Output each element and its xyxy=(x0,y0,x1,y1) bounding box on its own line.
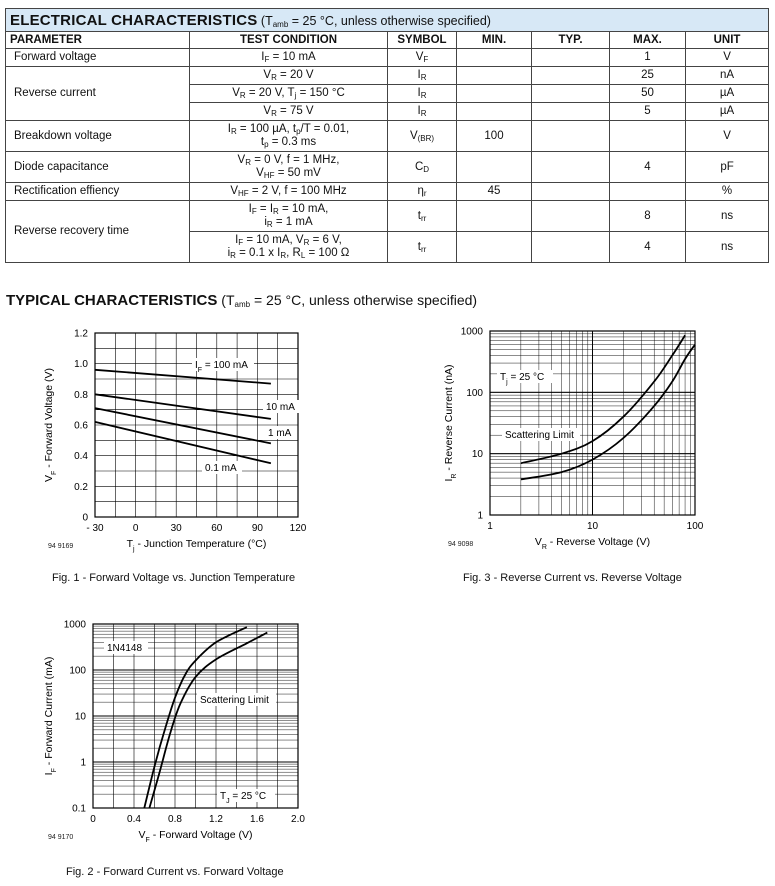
cell-max: 4 xyxy=(610,232,686,263)
cell-unit: µA xyxy=(686,85,769,103)
y-tick-label: 1.0 xyxy=(74,359,88,371)
x-tick-label: 2.0 xyxy=(291,814,305,825)
x-tick-label: 100 xyxy=(686,521,704,532)
series-label: 10 mA xyxy=(266,402,295,413)
cell-typ xyxy=(532,183,610,201)
cell-parameter: Forward voltage xyxy=(6,49,190,67)
x-axis-label: $T_j$ - Junction Temperature (°C) xyxy=(126,538,267,553)
cell-symbol: $I_R$ xyxy=(388,67,457,85)
cell-min xyxy=(457,85,532,103)
table-row-breakdown-voltage xyxy=(6,121,769,152)
cell-condition: $V_R = 75$ V xyxy=(190,103,388,121)
cell-min xyxy=(457,49,532,67)
y-tick-label: 100 xyxy=(69,665,86,677)
fig1-caption: Fig. 1 - Forward Voltage vs. Junction Temperature xyxy=(52,572,296,584)
table-row-forward-voltage xyxy=(6,49,769,67)
cell-unit: pF xyxy=(686,152,769,183)
cell-min: 45 xyxy=(457,183,532,201)
cell-symbol: $\eta_r$ xyxy=(388,183,457,201)
cell-symbol: $t_{rr}$ xyxy=(388,201,457,232)
y-tick-label: 1000 xyxy=(460,326,483,338)
header-symbol: SYMBOL xyxy=(388,32,457,49)
cell-typ xyxy=(532,201,610,232)
y-tick-label: 0.1 xyxy=(72,803,86,815)
y-tick-label: 0.4 xyxy=(74,451,88,463)
y-tick-label: 1 xyxy=(80,757,86,769)
cell-min xyxy=(457,201,532,232)
annotation-label: Scattering Limit xyxy=(200,695,269,706)
fig3-chart xyxy=(440,322,730,562)
cell-unit: V xyxy=(686,121,769,152)
fig3-caption: Fig. 3 - Reverse Current vs. Reverse Voltage xyxy=(463,572,682,584)
fig1-series-3-line xyxy=(95,422,271,463)
figure-code: 94 9098 xyxy=(448,541,474,548)
cell-max xyxy=(610,183,686,201)
header-test-condition: TEST CONDITION xyxy=(190,32,388,49)
typical-condition: ($T_{amb} = 25$ °C, unless otherwise specified) xyxy=(221,292,478,309)
table-header-row xyxy=(6,32,769,49)
cell-condition: $I_F = I_R = 10$ mA, $i_R = 1$ mA xyxy=(190,201,388,232)
y-axis-label: $V_F$ - Forward Voltage (V) xyxy=(43,368,58,482)
cell-max: 5 xyxy=(610,103,686,121)
cell-condition: $I_F = 10$ mA, $V_R = 6$ V, $i_R = 0.1$ x $I_R$, $R_L = 100$ Ω xyxy=(190,232,388,263)
x-tick-label: 1.6 xyxy=(250,814,264,825)
cell-condition: $V_R = 20$ V, $T_j = 150$ °C xyxy=(190,85,388,103)
cell-unit: ns xyxy=(686,232,769,263)
y-tick-label: 1.2 xyxy=(74,328,88,340)
cell-symbol: $V_F$ xyxy=(388,49,457,67)
cell-unit: V xyxy=(686,49,769,67)
header-parameter: PARAMETER xyxy=(6,32,190,49)
x-tick-label: 1 xyxy=(487,521,493,532)
x-tick-label: 0.8 xyxy=(168,814,182,825)
cell-typ xyxy=(532,152,610,183)
typical-characteristics-heading xyxy=(6,292,477,309)
x-tick-label: 1.2 xyxy=(209,814,223,825)
x-tick-label: 120 xyxy=(289,523,307,534)
x-tick-label: 0.4 xyxy=(127,814,141,825)
x-tick-label: - 30 xyxy=(86,523,104,534)
cell-symbol: $C_D$ xyxy=(388,152,457,183)
cell-typ xyxy=(532,49,610,67)
cell-unit: ns xyxy=(686,201,769,232)
cell-max: 50 xyxy=(610,85,686,103)
fig3-series-1-line xyxy=(521,345,695,480)
cell-condition: $V_R = 0$ V, f = 1 MHz, $V_{HF} = 50$ mV xyxy=(190,152,388,183)
series-label: 0.1 mA xyxy=(205,463,237,474)
cell-symbol: $I_R$ xyxy=(388,103,457,121)
cell-parameter: Rectification effiency xyxy=(6,183,190,201)
cell-condition: $V_R = 20$ V xyxy=(190,67,388,85)
cell-parameter: Breakdown voltage xyxy=(6,121,190,152)
header-min: MIN. xyxy=(457,32,532,49)
fig2-chart xyxy=(40,612,330,852)
header-typ: TYP. xyxy=(532,32,610,49)
fig2-caption: Fig. 2 - Forward Current vs. Forward Voltage xyxy=(66,866,284,878)
cell-min xyxy=(457,232,532,263)
cell-max: 25 xyxy=(610,67,686,85)
figure-code: 94 9170 xyxy=(48,834,74,841)
cell-typ xyxy=(532,121,610,152)
y-tick-label: 0.2 xyxy=(74,481,88,493)
cell-condition: $V_{HF} = 2$ V, f = 100 MHz xyxy=(190,183,388,201)
figure-code: 94 9169 xyxy=(48,543,74,550)
cell-unit: µA xyxy=(686,103,769,121)
cell-symbol: $I_R$ xyxy=(388,85,457,103)
cell-symbol: $V_{(BR)}$ xyxy=(388,121,457,152)
y-tick-label: 10 xyxy=(74,711,86,723)
header-unit: UNIT xyxy=(686,32,769,49)
series-label: $I_F = 100$ mA xyxy=(195,360,248,374)
electrical-title-row xyxy=(6,9,769,32)
table-row-reverse-recovery-1 xyxy=(6,201,769,232)
typical-title: TYPICAL CHARACTERISTICS xyxy=(6,292,218,309)
header-max: MAX. xyxy=(610,32,686,49)
cell-max xyxy=(610,121,686,152)
annotation-label: $T_j = 25$ °C xyxy=(500,372,545,386)
annotation-label: 1N4148 xyxy=(107,643,143,654)
x-tick-label: 30 xyxy=(170,523,182,534)
y-tick-label: 10 xyxy=(471,449,483,461)
cell-min xyxy=(457,67,532,85)
y-axis-label: $I_R$ - Reverse Current (nA) xyxy=(443,364,458,482)
cell-parameter: Diode capacitance xyxy=(6,152,190,183)
fig1-chart xyxy=(40,322,330,562)
series-label: 1 mA xyxy=(268,428,292,439)
x-tick-label: 90 xyxy=(251,523,263,534)
y-tick-label: 1 xyxy=(477,510,483,522)
electrical-title: ELECTRICAL CHARACTERISTICS xyxy=(10,11,258,29)
cell-max: 8 xyxy=(610,201,686,232)
table-row-rectification xyxy=(6,183,769,201)
y-tick-label: 100 xyxy=(466,387,483,399)
fig1-series-1-line xyxy=(95,394,271,419)
x-tick-label: 0 xyxy=(132,523,139,534)
annotation-label: $T_J = 25$ °C xyxy=(220,791,267,805)
cell-parameter: Reverse current xyxy=(6,67,190,121)
cell-unit: nA xyxy=(686,67,769,85)
y-tick-label: 0 xyxy=(82,512,88,524)
table-row-reverse-current-1 xyxy=(6,67,769,85)
cell-typ xyxy=(532,232,610,263)
cell-unit: % xyxy=(686,183,769,201)
cell-symbol: $t_{rr}$ xyxy=(388,232,457,263)
electrical-characteristics-table xyxy=(5,8,769,263)
annotation-label: Scattering Limit xyxy=(505,430,574,441)
y-axis-label: $I_F$ - Forward Current (mA) xyxy=(43,656,58,776)
x-axis-label: $V_F$ - Forward Voltage (V) xyxy=(138,829,253,844)
x-axis-label: $V_R$ - Reverse Voltage (V) xyxy=(534,536,651,551)
x-tick-label: 0 xyxy=(90,814,96,825)
cell-typ xyxy=(532,85,610,103)
cell-max: 4 xyxy=(610,152,686,183)
y-tick-label: 0.8 xyxy=(74,389,88,401)
y-tick-label: 0.6 xyxy=(74,420,88,432)
cell-max: 1 xyxy=(610,49,686,67)
cell-parameter: Reverse recovery time xyxy=(6,201,190,263)
cell-min xyxy=(457,103,532,121)
cell-typ xyxy=(532,103,610,121)
cell-typ xyxy=(532,67,610,85)
x-tick-label: 60 xyxy=(211,523,223,534)
electrical-condition: ($T_{amb} = 25$ °C, unless otherwise specified) xyxy=(260,13,491,29)
table-row-diode-capacitance xyxy=(6,152,769,183)
cell-min xyxy=(457,152,532,183)
x-tick-label: 10 xyxy=(586,521,599,532)
fig1-series-0-line xyxy=(95,370,271,384)
fig1-series-2-line xyxy=(95,408,271,443)
cell-condition: $I_F = 10$ mA xyxy=(190,49,388,67)
cell-min: 100 xyxy=(457,121,532,152)
y-tick-label: 1000 xyxy=(63,619,86,631)
cell-condition: $I_R = 100$ µA, $t_p/T = 0.01$, $t_p = 0.3$ ms xyxy=(190,121,388,152)
